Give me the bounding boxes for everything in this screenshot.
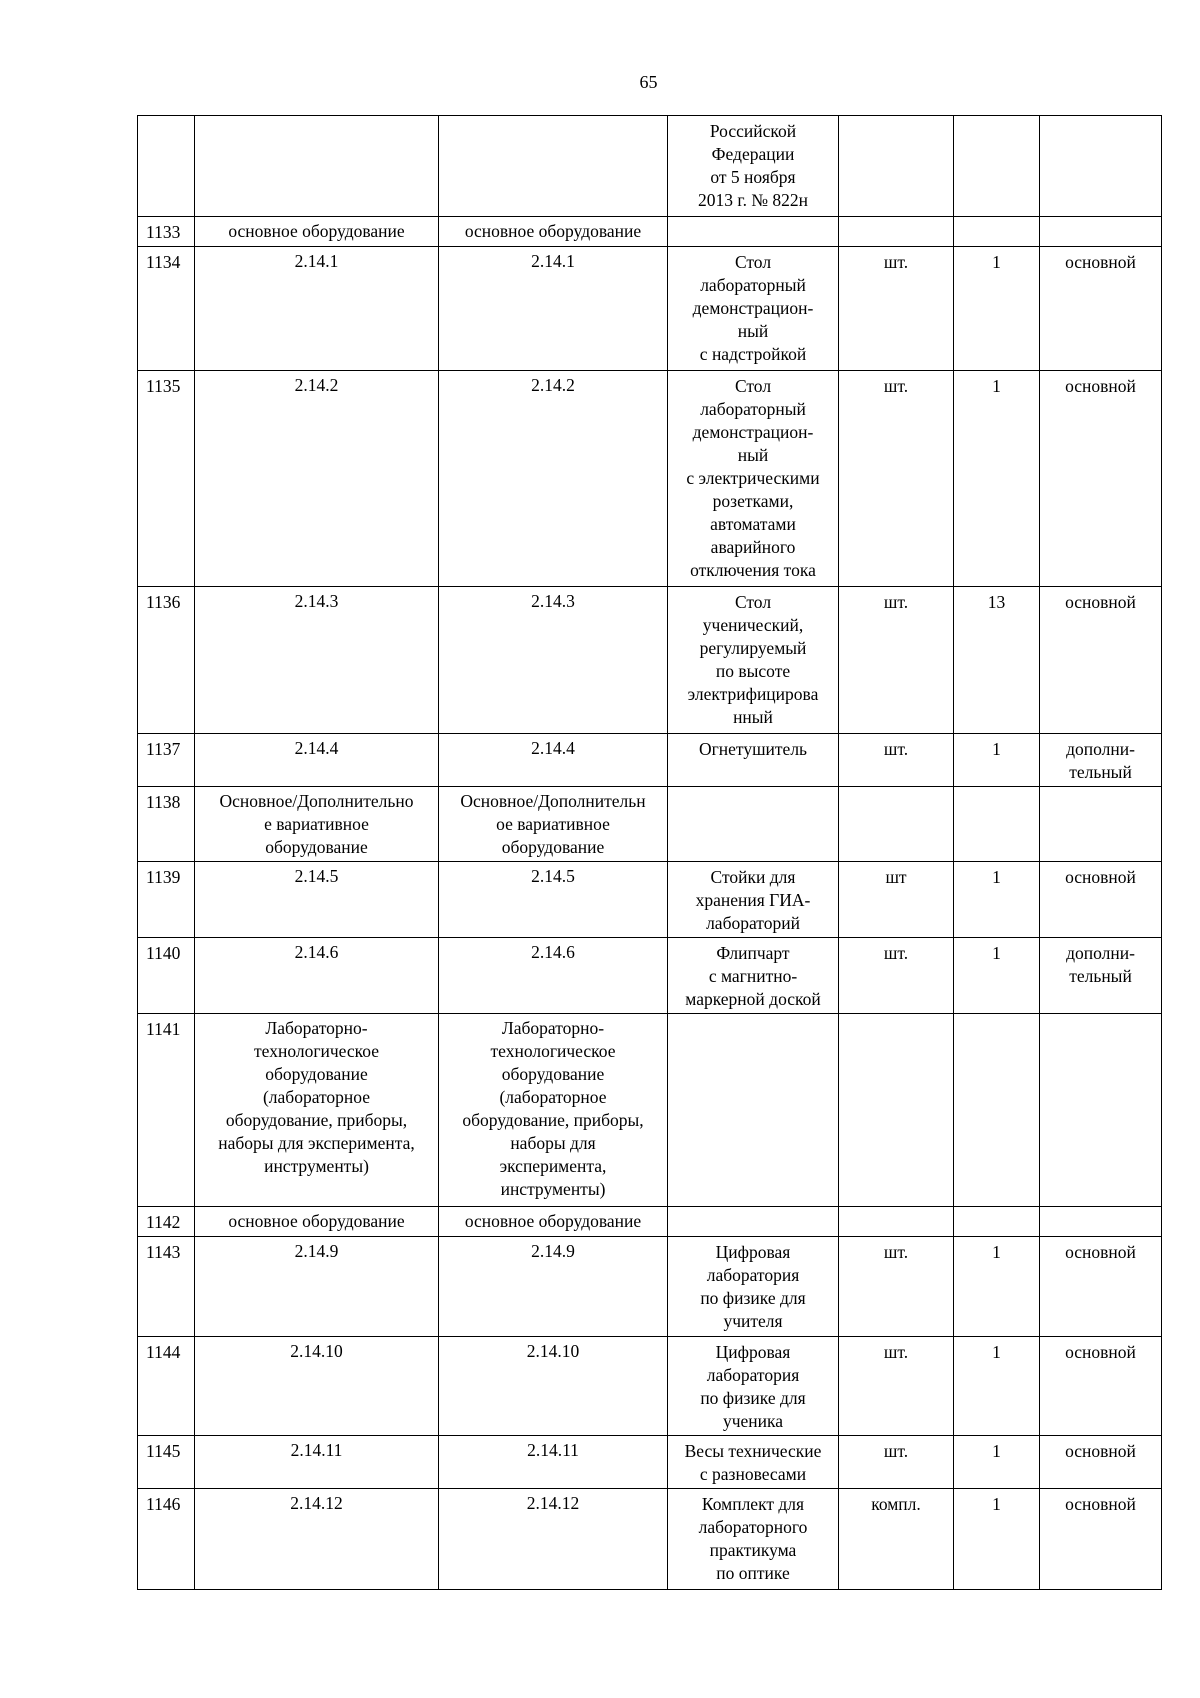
- equipment-type-cell: основной: [1040, 587, 1162, 734]
- table-row: [138, 217, 1162, 247]
- section-code-cell: 2.14.3: [195, 587, 439, 734]
- item-code-cell: 2.14.9: [439, 1237, 668, 1337]
- equipment-type-cell: основной: [1040, 247, 1162, 371]
- table-row: [138, 1489, 1162, 1590]
- table-row: [138, 116, 1162, 217]
- table-row: [138, 1337, 1162, 1436]
- section-code-cell: 2.14.12: [195, 1489, 439, 1590]
- table-row: [138, 247, 1162, 371]
- section-code-cell: Лабораторно- технологическое оборудование (лабораторное оборудование, приборы, наборы для эксперимента, инструменты): [195, 1014, 439, 1207]
- equipment-type-cell: основной: [1040, 862, 1162, 938]
- section-code-cell: 2.14.11: [195, 1436, 439, 1489]
- section-code-cell: 2.14.5: [195, 862, 439, 938]
- unit-cell: [839, 787, 954, 862]
- row-number-cell: 1134: [138, 247, 195, 371]
- item-name-cell: Российской Федерации от 5 ноября 2013 г. № 822н: [668, 116, 839, 217]
- row-number-cell: 1133: [138, 217, 195, 247]
- equipment-type-cell: основной: [1040, 1436, 1162, 1489]
- item-name-cell: Цифровая лаборатория по физике для учителя: [668, 1237, 839, 1337]
- quantity-cell: 1: [954, 1436, 1040, 1489]
- item-name-cell: [668, 1207, 839, 1237]
- table-row: [138, 371, 1162, 587]
- item-code-cell: 2.14.4: [439, 734, 668, 787]
- equipment-type-cell: основной: [1040, 1489, 1162, 1590]
- table-row: [138, 787, 1162, 862]
- item-name-cell: Комплект для лабораторного практикума по оптике: [668, 1489, 839, 1590]
- row-number-cell: 1135: [138, 371, 195, 587]
- item-name-cell: Огнетушитель: [668, 734, 839, 787]
- quantity-cell: 1: [954, 734, 1040, 787]
- item-code-cell: 2.14.10: [439, 1337, 668, 1436]
- table-row: [138, 1207, 1162, 1237]
- table-row: [138, 862, 1162, 938]
- table-row: [138, 938, 1162, 1014]
- quantity-cell: [954, 1207, 1040, 1237]
- row-number-cell: 1141: [138, 1014, 195, 1207]
- section-code-cell: 2.14.2: [195, 371, 439, 587]
- item-name-cell: [668, 787, 839, 862]
- section-code-cell: 2.14.6: [195, 938, 439, 1014]
- equipment-type-cell: основной: [1040, 1337, 1162, 1436]
- unit-cell: шт.: [839, 1337, 954, 1436]
- row-number-cell: 1139: [138, 862, 195, 938]
- table-row: [138, 1014, 1162, 1207]
- unit-cell: [839, 116, 954, 217]
- row-number-cell: 1143: [138, 1237, 195, 1337]
- item-code-cell: 2.14.3: [439, 587, 668, 734]
- section-code-cell: [195, 116, 439, 217]
- quantity-cell: 1: [954, 938, 1040, 1014]
- item-code-cell: 2.14.11: [439, 1436, 668, 1489]
- equipment-type-cell: основной: [1040, 1237, 1162, 1337]
- quantity-cell: 1: [954, 1337, 1040, 1436]
- page-number: 65: [639, 72, 658, 92]
- row-number-cell: 1145: [138, 1436, 195, 1489]
- equipment-type-cell: дополни- тельный: [1040, 734, 1162, 787]
- quantity-cell: [954, 787, 1040, 862]
- unit-cell: [839, 217, 954, 247]
- unit-cell: шт.: [839, 938, 954, 1014]
- equipment-type-cell: дополни- тельный: [1040, 938, 1162, 1014]
- section-code-cell: Основное/Дополнительно е вариативное оборудование: [195, 787, 439, 862]
- equipment-type-cell: [1040, 787, 1162, 862]
- section-code-cell: 2.14.10: [195, 1337, 439, 1436]
- quantity-cell: 13: [954, 587, 1040, 734]
- row-number-cell: 1142: [138, 1207, 195, 1237]
- item-name-cell: Цифровая лаборатория по физике для ученика: [668, 1337, 839, 1436]
- item-name-cell: Флипчарт с магнитно- маркерной доской: [668, 938, 839, 1014]
- unit-cell: компл.: [839, 1489, 954, 1590]
- section-code-cell: 2.14.9: [195, 1237, 439, 1337]
- item-code-cell: Основное/Дополнительн ое вариативное оборудование: [439, 787, 668, 862]
- row-number-cell: 1138: [138, 787, 195, 862]
- section-code-cell: основное оборудование: [195, 217, 439, 247]
- item-code-cell: основное оборудование: [439, 217, 668, 247]
- item-name-cell: Стол ученический, регулируемый по высоте электрифицирова нный: [668, 587, 839, 734]
- item-code-cell: 2.14.2: [439, 371, 668, 587]
- row-number-cell: 1137: [138, 734, 195, 787]
- item-name-cell: Стол лабораторный демонстрацион- ный с надстройкой: [668, 247, 839, 371]
- table-row: [138, 1436, 1162, 1489]
- unit-cell: [839, 1207, 954, 1237]
- quantity-cell: 1: [954, 1237, 1040, 1337]
- table-row: [138, 1237, 1162, 1337]
- table-body: [138, 116, 1162, 1590]
- equipment-type-cell: основной: [1040, 371, 1162, 587]
- item-name-cell: [668, 1014, 839, 1207]
- unit-cell: шт.: [839, 247, 954, 371]
- quantity-cell: 1: [954, 247, 1040, 371]
- quantity-cell: [954, 217, 1040, 247]
- item-name-cell: Весы технические с разновесами: [668, 1436, 839, 1489]
- item-code-cell: 2.14.1: [439, 247, 668, 371]
- item-code-cell: основное оборудование: [439, 1207, 668, 1237]
- item-code-cell: 2.14.12: [439, 1489, 668, 1590]
- item-name-cell: Стойки для хранения ГИА- лабораторий: [668, 862, 839, 938]
- quantity-cell: 1: [954, 1489, 1040, 1590]
- row-number-cell: 1144: [138, 1337, 195, 1436]
- unit-cell: шт.: [839, 1237, 954, 1337]
- row-number-cell: 1146: [138, 1489, 195, 1590]
- unit-cell: [839, 1014, 954, 1207]
- quantity-cell: 1: [954, 862, 1040, 938]
- section-code-cell: 2.14.4: [195, 734, 439, 787]
- row-number-cell: 1140: [138, 938, 195, 1014]
- unit-cell: шт.: [839, 587, 954, 734]
- quantity-cell: [954, 1014, 1040, 1207]
- quantity-cell: 1: [954, 371, 1040, 587]
- unit-cell: шт: [839, 862, 954, 938]
- item-name-cell: Стол лабораторный демонстрацион- ный с электрическими розетками, автоматами аварийного отключения тока: [668, 371, 839, 587]
- row-number-cell: 1136: [138, 587, 195, 734]
- item-name-cell: [668, 217, 839, 247]
- item-code-cell: Лабораторно- технологическое оборудование (лабораторное оборудование, приборы, наборы для эксперимента, инструменты): [439, 1014, 668, 1207]
- equipment-type-cell: [1040, 1207, 1162, 1237]
- equipment-type-cell: [1040, 116, 1162, 217]
- unit-cell: шт.: [839, 371, 954, 587]
- item-code-cell: 2.14.6: [439, 938, 668, 1014]
- item-code-cell: [439, 116, 668, 217]
- unit-cell: шт.: [839, 1436, 954, 1489]
- unit-cell: шт.: [839, 734, 954, 787]
- equipment-table: [137, 115, 1162, 1590]
- row-number-cell: [138, 116, 195, 217]
- section-code-cell: основное оборудование: [195, 1207, 439, 1237]
- table-row: [138, 587, 1162, 734]
- equipment-type-cell: [1040, 1014, 1162, 1207]
- item-code-cell: 2.14.5: [439, 862, 668, 938]
- quantity-cell: [954, 116, 1040, 217]
- equipment-type-cell: [1040, 217, 1162, 247]
- section-code-cell: 2.14.1: [195, 247, 439, 371]
- table-row: [138, 734, 1162, 787]
